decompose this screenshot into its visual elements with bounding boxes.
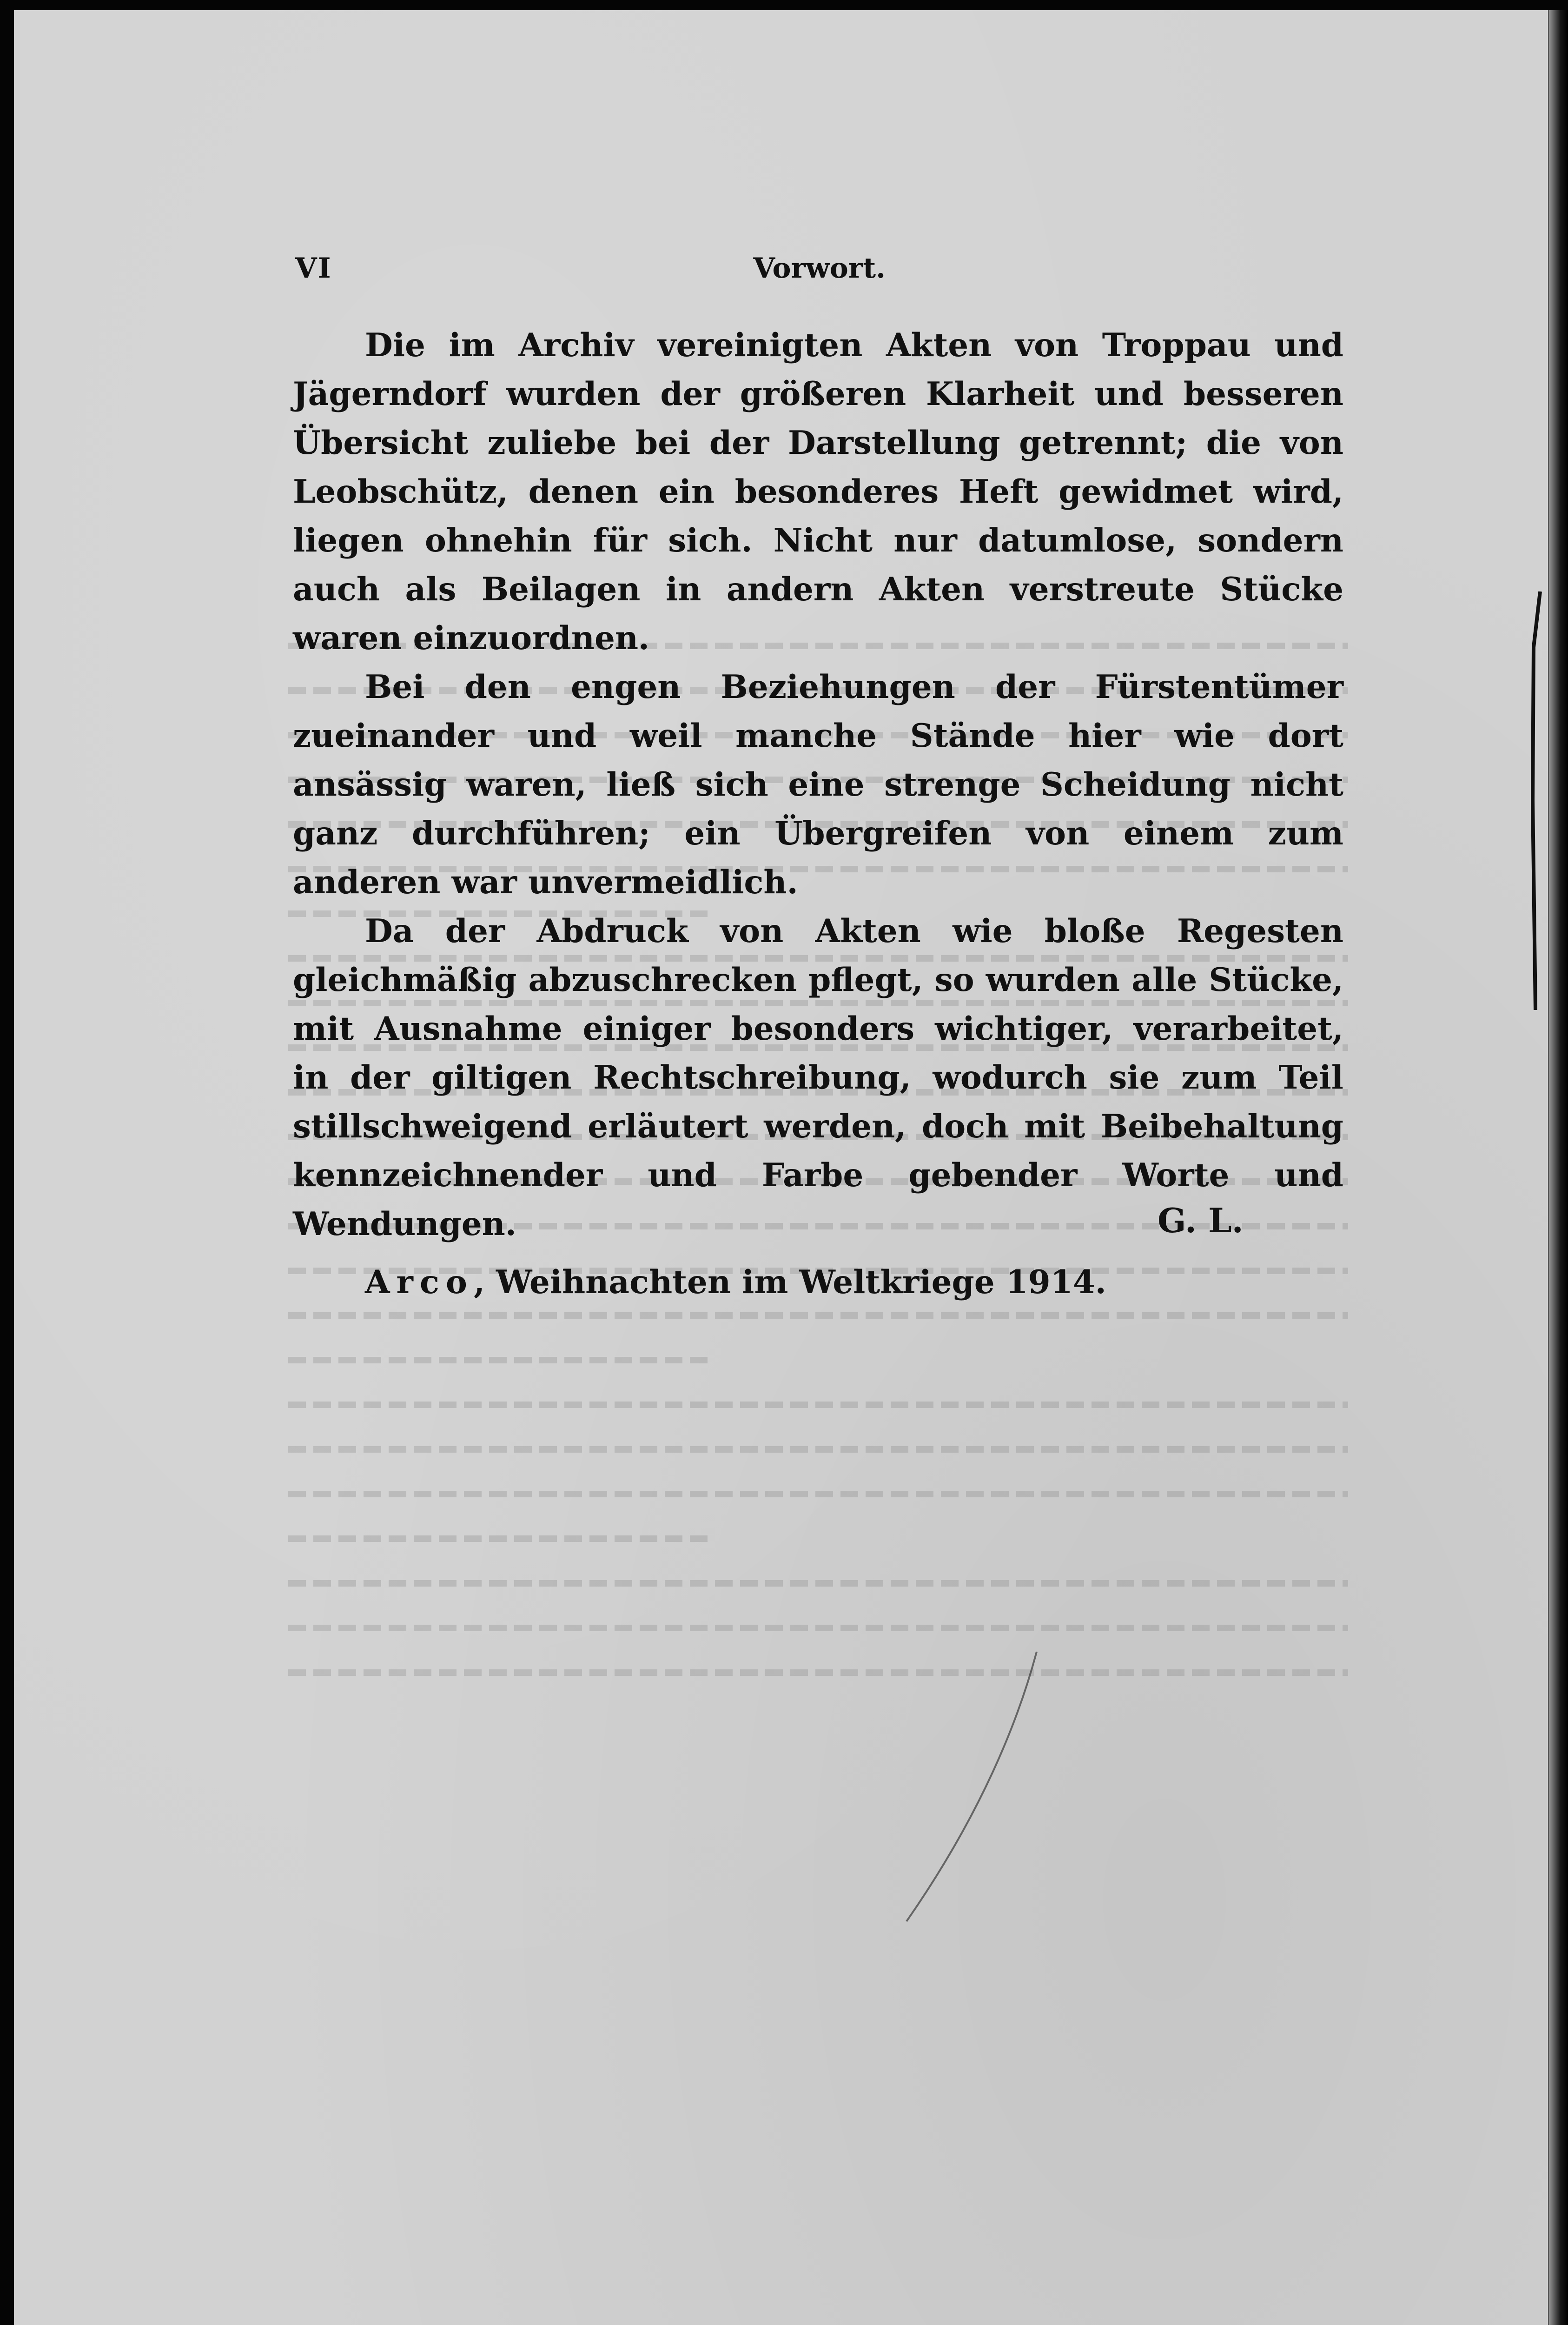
date-text: , Weihnachten im Weltkriege 1914. [473,1263,1106,1301]
running-header [295,252,886,308]
paragraph-1: Die im Archiv vereinigten Akten von Troppau und Jägerndorf wurden der größeren Klarheit und besseren Übersicht zuliebe bei der Darstellung getrennt; die von Leobschütz, denen ein besonderes Heft gewidmet wird, liegen ohnehin für sich. Nicht nur datumlose, sondern auch als Beilagen in andern Akten verstreute Stücke waren einzuordnen. [293,326,1343,657]
preface-text [293,321,1343,1307]
paragraph-3: Da der Abdruck von Akten wie bloße Regesten gleichmäßig abzuschrecken pflegt, so wurden alle Stücke, mit Ausnahme einiger besonders wichtiger, verarbeitet, in der giltigen Rechtschreibung, wodurch sie zum Teil stillschweigend erläutert werden, doch mit Beibehaltung kennzeichnender und Farbe gebender Worte und Wendungen. [293,912,1343,1243]
running-title: Vorwort. [753,252,886,285]
paragraph-2: Bei den engen Beziehungen der Fürstentümer zueinander und weil manche Stände hier wie dort ansässig waren, ließ sich eine strenge Scheidung nicht ganz durchführen; ein Übergreifen von einem zum anderen war unvermeidlich. [293,668,1343,901]
place-and-date [293,1258,1343,1307]
book-page [14,10,1548,2325]
book-gutter-edge [1548,10,1568,2325]
pencil-scratch-mark [897,1647,1065,1926]
author-initials: G. L. [1158,1201,1244,1240]
margin-bracket-mark [1527,591,1546,1010]
page-number: VI [295,252,332,285]
place-name: Arco [365,1263,474,1301]
